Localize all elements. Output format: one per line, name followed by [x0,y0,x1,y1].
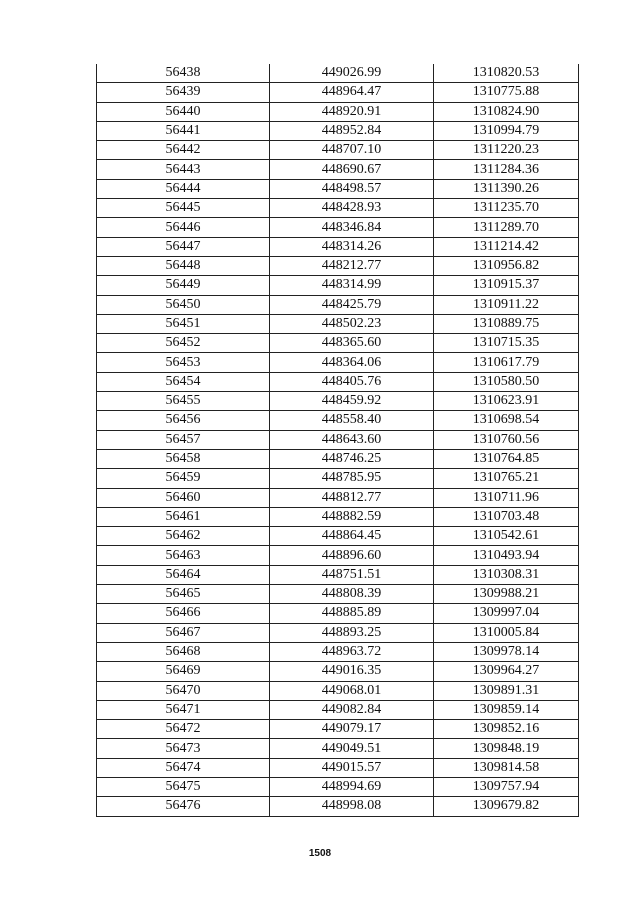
table-row [97,565,579,584]
y-coordinate-cell: 1310956.82 [434,256,579,275]
x-coordinate-cell: 448346.84 [270,218,434,237]
page-number: 1508 [308,848,332,859]
point-id-cell: 56464 [97,565,270,584]
point-id-cell: 56461 [97,507,270,526]
y-coordinate-cell: 1310889.75 [434,314,579,333]
x-coordinate-cell: 448498.57 [270,179,434,198]
x-coordinate-cell: 448365.60 [270,334,434,353]
x-coordinate-cell: 448896.60 [270,546,434,565]
x-coordinate-cell: 448364.06 [270,353,434,372]
table-row [97,199,579,218]
table-row [97,430,579,449]
point-id-cell: 56449 [97,276,270,295]
y-coordinate-cell: 1309997.04 [434,604,579,623]
table-row [97,604,579,623]
table-row [97,160,579,179]
table-row [97,314,579,333]
coordinates-table [96,64,579,817]
table-row [97,121,579,140]
point-id-cell: 56452 [97,334,270,353]
y-coordinate-cell: 1311390.26 [434,179,579,198]
y-coordinate-cell: 1311235.70 [434,199,579,218]
point-id-cell: 56455 [97,392,270,411]
x-coordinate-cell: 449015.57 [270,758,434,777]
x-coordinate-cell: 448428.93 [270,199,434,218]
table-row [97,488,579,507]
x-coordinate-cell: 448994.69 [270,777,434,796]
x-coordinate-cell: 448812.77 [270,488,434,507]
point-id-cell: 56466 [97,604,270,623]
table-row [97,353,579,372]
table-row [97,449,579,468]
y-coordinate-cell: 1309814.58 [434,758,579,777]
y-coordinate-cell: 1309679.82 [434,797,579,816]
y-coordinate-cell: 1310005.84 [434,623,579,642]
y-coordinate-cell: 1311289.70 [434,218,579,237]
table-row [97,777,579,796]
y-coordinate-cell: 1310775.88 [434,83,579,102]
x-coordinate-cell: 448964.47 [270,83,434,102]
point-id-cell: 56444 [97,179,270,198]
point-id-cell: 56470 [97,681,270,700]
table-row [97,623,579,642]
point-id-cell: 56465 [97,585,270,604]
point-id-cell: 56440 [97,102,270,121]
y-coordinate-cell: 1310623.91 [434,392,579,411]
point-id-cell: 56438 [97,64,270,83]
point-id-cell: 56472 [97,720,270,739]
x-coordinate-cell: 448314.26 [270,237,434,256]
x-coordinate-cell: 448808.39 [270,585,434,604]
point-id-cell: 56462 [97,527,270,546]
x-coordinate-cell: 449068.01 [270,681,434,700]
table-row [97,237,579,256]
point-id-cell: 56460 [97,488,270,507]
table-row [97,720,579,739]
y-coordinate-cell: 1309859.14 [434,700,579,719]
x-coordinate-cell: 449016.35 [270,662,434,681]
y-coordinate-cell: 1310911.22 [434,295,579,314]
x-coordinate-cell: 448405.76 [270,372,434,391]
point-id-cell: 56471 [97,700,270,719]
table-row [97,758,579,777]
y-coordinate-cell: 1311220.23 [434,141,579,160]
point-id-cell: 56451 [97,314,270,333]
table-row [97,585,579,604]
y-coordinate-cell: 1309978.14 [434,642,579,661]
table-row [97,64,579,83]
x-coordinate-cell: 448998.08 [270,797,434,816]
x-coordinate-cell: 448864.45 [270,527,434,546]
point-id-cell: 56473 [97,739,270,758]
table-row [97,507,579,526]
y-coordinate-cell: 1310760.56 [434,430,579,449]
x-coordinate-cell: 448314.99 [270,276,434,295]
table-row [97,797,579,816]
point-id-cell: 56458 [97,449,270,468]
y-coordinate-cell: 1310765.21 [434,469,579,488]
x-coordinate-cell: 448746.25 [270,449,434,468]
table-row [97,83,579,102]
y-coordinate-cell: 1309852.16 [434,720,579,739]
y-coordinate-cell: 1310580.50 [434,372,579,391]
point-id-cell: 56441 [97,121,270,140]
x-coordinate-cell: 448690.67 [270,160,434,179]
x-coordinate-cell: 448920.91 [270,102,434,121]
table-row [97,700,579,719]
point-id-cell: 56454 [97,372,270,391]
x-coordinate-cell: 448425.79 [270,295,434,314]
table-row [97,469,579,488]
table-row [97,218,579,237]
point-id-cell: 56469 [97,662,270,681]
y-coordinate-cell: 1310617.79 [434,353,579,372]
point-id-cell: 56443 [97,160,270,179]
coordinates-table-body [97,64,579,816]
point-id-cell: 56474 [97,758,270,777]
point-id-cell: 56459 [97,469,270,488]
y-coordinate-cell: 1310820.53 [434,64,579,83]
y-coordinate-cell: 1310715.35 [434,334,579,353]
y-coordinate-cell: 1309964.27 [434,662,579,681]
point-id-cell: 56448 [97,256,270,275]
point-id-cell: 56457 [97,430,270,449]
table-row [97,102,579,121]
point-id-cell: 56445 [97,199,270,218]
y-coordinate-cell: 1310308.31 [434,565,579,584]
point-id-cell: 56450 [97,295,270,314]
y-coordinate-cell: 1309988.21 [434,585,579,604]
table-row [97,739,579,758]
point-id-cell: 56439 [97,83,270,102]
x-coordinate-cell: 448212.77 [270,256,434,275]
x-coordinate-cell: 448885.89 [270,604,434,623]
x-coordinate-cell: 448459.92 [270,392,434,411]
y-coordinate-cell: 1311284.36 [434,160,579,179]
x-coordinate-cell: 448882.59 [270,507,434,526]
point-id-cell: 56475 [97,777,270,796]
point-id-cell: 56442 [97,141,270,160]
y-coordinate-cell: 1310711.96 [434,488,579,507]
table-row [97,642,579,661]
table-row [97,179,579,198]
point-id-cell: 56476 [97,797,270,816]
table-row [97,276,579,295]
x-coordinate-cell: 449079.17 [270,720,434,739]
table-row [97,392,579,411]
y-coordinate-cell: 1310824.90 [434,102,579,121]
x-coordinate-cell: 449049.51 [270,739,434,758]
table-row [97,141,579,160]
point-id-cell: 56468 [97,642,270,661]
y-coordinate-cell: 1309848.19 [434,739,579,758]
y-coordinate-cell: 1310493.94 [434,546,579,565]
y-coordinate-cell: 1310994.79 [434,121,579,140]
x-coordinate-cell: 448707.10 [270,141,434,160]
point-id-cell: 56446 [97,218,270,237]
y-coordinate-cell: 1309891.31 [434,681,579,700]
x-coordinate-cell: 448502.23 [270,314,434,333]
point-id-cell: 56456 [97,411,270,430]
y-coordinate-cell: 1309757.94 [434,777,579,796]
x-coordinate-cell: 448558.40 [270,411,434,430]
point-id-cell: 56467 [97,623,270,642]
table-row [97,295,579,314]
table-row [97,411,579,430]
x-coordinate-cell: 448952.84 [270,121,434,140]
table-row [97,372,579,391]
y-coordinate-cell: 1310542.61 [434,527,579,546]
y-coordinate-cell: 1310703.48 [434,507,579,526]
point-id-cell: 56463 [97,546,270,565]
x-coordinate-cell: 449082.84 [270,700,434,719]
x-coordinate-cell: 448963.72 [270,642,434,661]
x-coordinate-cell: 448785.95 [270,469,434,488]
x-coordinate-cell: 448643.60 [270,430,434,449]
x-coordinate-cell: 449026.99 [270,64,434,83]
table-row [97,546,579,565]
y-coordinate-cell: 1311214.42 [434,237,579,256]
table-row [97,681,579,700]
y-coordinate-cell: 1310764.85 [434,449,579,468]
table-row [97,662,579,681]
table-row [97,334,579,353]
y-coordinate-cell: 1310698.54 [434,411,579,430]
point-id-cell: 56453 [97,353,270,372]
x-coordinate-cell: 448751.51 [270,565,434,584]
point-id-cell: 56447 [97,237,270,256]
table-row [97,256,579,275]
y-coordinate-cell: 1310915.37 [434,276,579,295]
x-coordinate-cell: 448893.25 [270,623,434,642]
table-row [97,527,579,546]
